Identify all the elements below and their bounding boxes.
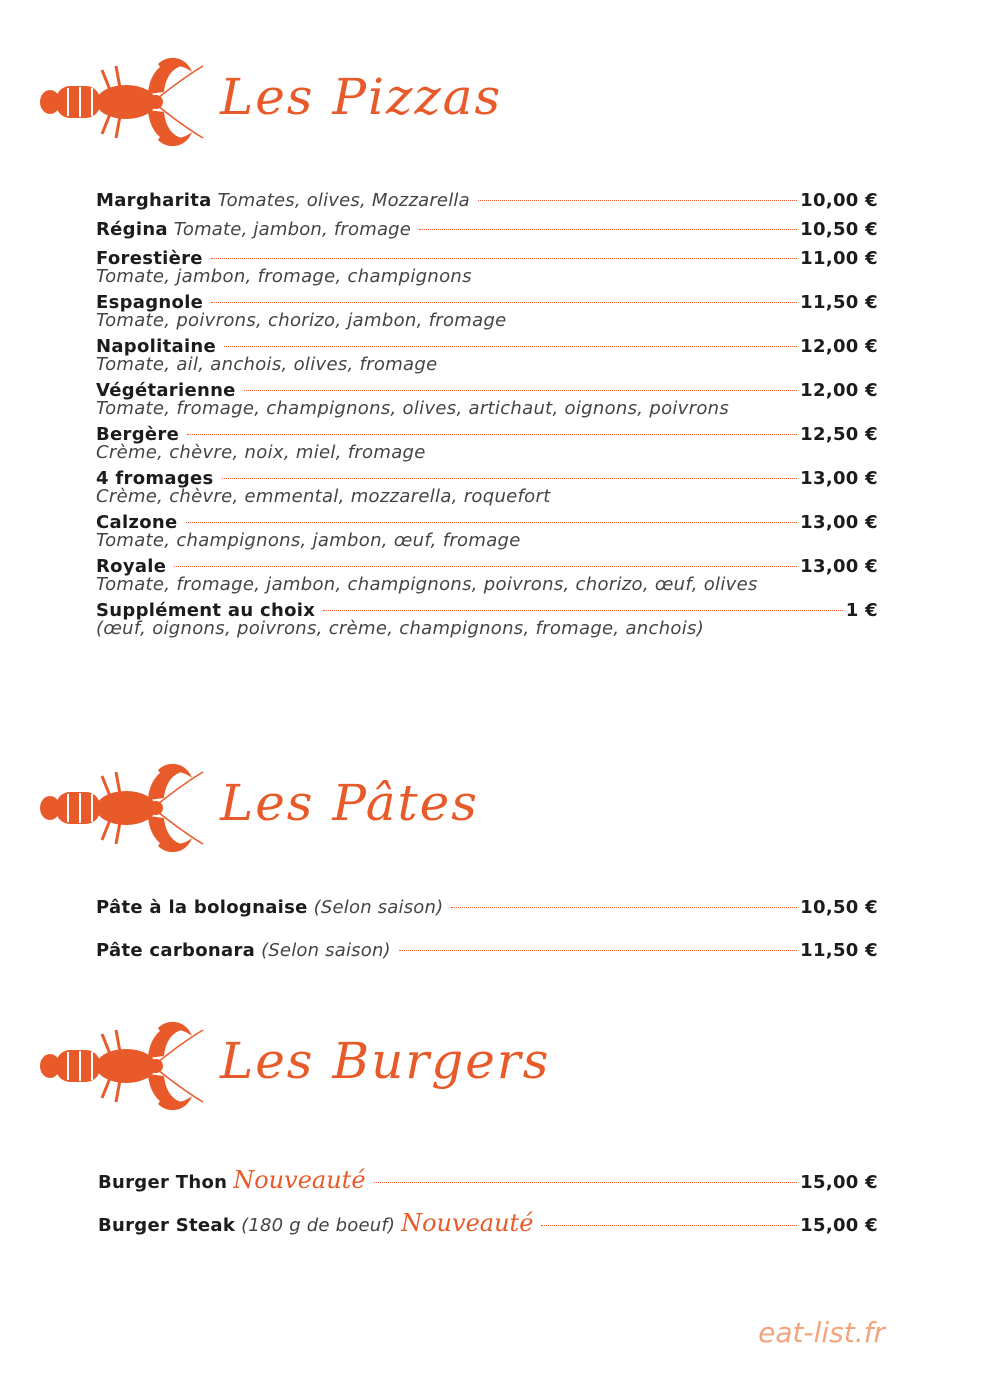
dotted-leader	[478, 200, 797, 201]
item-price: 11,00 €	[800, 248, 878, 269]
item-price: 15,00 €	[800, 1172, 878, 1193]
dotted-leader	[323, 610, 843, 611]
item-price: 10,00 €	[800, 190, 878, 211]
lobster-icon	[38, 52, 208, 152]
item-description: Tomate, jambon, fromage, champignons	[96, 266, 472, 287]
menu-item-regina	[96, 215, 878, 244]
item-name: 4 fromages	[96, 468, 214, 489]
item-name: Végétarienne	[96, 380, 236, 401]
item-name: Royale	[96, 556, 167, 577]
new-badge: Nouveauté	[401, 1209, 534, 1237]
item-price: 11,50 €	[800, 940, 878, 961]
menu-item-bergere	[96, 420, 878, 464]
pizza-menu	[96, 186, 878, 640]
menu-item-margharita	[96, 186, 878, 215]
item-price: 13,00 €	[800, 556, 878, 577]
dotted-leader	[211, 302, 797, 303]
item-price: 10,50 €	[800, 219, 878, 240]
item-name: Supplément au choix	[96, 600, 316, 621]
item-description: (Selon saison)	[313, 897, 444, 918]
menu-item-forestiere	[96, 244, 878, 288]
dotted-leader	[244, 390, 797, 391]
item-description: Tomate, ail, anchois, olives, fromage	[96, 354, 438, 375]
menu-item-royale	[96, 552, 878, 596]
new-badge: Nouveauté	[233, 1166, 366, 1194]
item-price: 12,00 €	[800, 380, 878, 401]
menu-item-napolitaine	[96, 332, 878, 376]
item-price: 15,00 €	[800, 1215, 878, 1236]
item-name: Napolitaine	[96, 336, 217, 357]
item-price: 12,50 €	[800, 424, 878, 445]
dotted-leader	[224, 346, 797, 347]
menu-item-4-fromages	[96, 464, 878, 508]
item-name: Bergère	[96, 424, 180, 445]
item-name: Burger Thon	[98, 1172, 228, 1193]
section-header-pates	[38, 758, 558, 858]
item-price: 12,00 €	[800, 336, 878, 357]
item-name: Pâte à la bolognaise	[96, 897, 308, 918]
section-header-burgers	[38, 1016, 558, 1116]
dotted-leader	[186, 522, 798, 523]
menu-item-calzone	[96, 508, 878, 552]
section-title-pizzas: Les Pizzas	[220, 68, 503, 126]
dotted-leader	[222, 478, 798, 479]
footer-watermark: eat-list.fr	[758, 1316, 885, 1349]
item-description: Crème, chèvre, emmental, mozzarella, roquefort	[96, 486, 551, 507]
dotted-leader	[374, 1182, 798, 1183]
menu-item-espagnole	[96, 288, 878, 332]
menu-item-vegetarienne	[96, 376, 878, 420]
item-price: 10,50 €	[800, 897, 878, 918]
item-description: (180 g de boeuf)	[241, 1215, 396, 1236]
item-description: Tomate, fromage, champignons, olives, artichaut, oignons, poivrons	[96, 398, 730, 419]
item-description: Tomate, fromage, jambon, champignons, poivrons, chorizo, œuf, olives	[96, 574, 758, 595]
item-name: Burger Steak	[98, 1215, 236, 1236]
section-title-burgers: Les Burgers	[220, 1032, 551, 1090]
item-price: 13,00 €	[800, 468, 878, 489]
item-description: (œuf, oignons, poivrons, crème, champignons, fromage, anchois)	[96, 618, 705, 639]
item-description: Tomates, olives, Mozzarella	[217, 190, 470, 211]
item-description: Crème, chèvre, noix, miel, fromage	[96, 442, 426, 463]
menu-item-supplement	[96, 596, 878, 640]
item-description: Tomate, jambon, fromage	[173, 219, 412, 240]
menu-item-carbonara	[96, 936, 878, 965]
dotted-leader	[187, 434, 797, 435]
item-description: Tomate, champignons, jambon, œuf, fromage	[96, 530, 521, 551]
pates-menu	[96, 893, 878, 965]
menu-item-bolognaise	[96, 893, 878, 922]
dotted-leader	[419, 229, 797, 230]
dotted-leader	[451, 907, 797, 908]
item-description: Tomate, poivrons, chorizo, jambon, fromage	[96, 310, 507, 331]
dotted-leader	[211, 258, 797, 259]
item-name: Calzone	[96, 512, 178, 533]
burgers-menu	[98, 1166, 878, 1238]
item-name: Régina	[96, 219, 168, 240]
menu-item-burger-steak	[98, 1209, 878, 1238]
dotted-leader	[399, 950, 797, 951]
menu-item-burger-thon	[98, 1166, 878, 1195]
section-title-pates: Les Pâtes	[220, 774, 479, 832]
item-name: Forestière	[96, 248, 203, 269]
item-name: Margharita	[96, 190, 212, 211]
item-name: Pâte carbonara	[96, 940, 256, 961]
dotted-leader	[174, 566, 797, 567]
section-header-pizzas	[38, 52, 558, 152]
lobster-icon	[38, 1016, 208, 1116]
item-name: Espagnole	[96, 292, 204, 313]
dotted-leader	[541, 1225, 797, 1226]
item-price: 11,50 €	[800, 292, 878, 313]
lobster-icon	[38, 758, 208, 858]
item-price: 1 €	[845, 600, 878, 621]
item-description: (Selon saison)	[261, 940, 391, 961]
item-price: 13,00 €	[800, 512, 878, 533]
